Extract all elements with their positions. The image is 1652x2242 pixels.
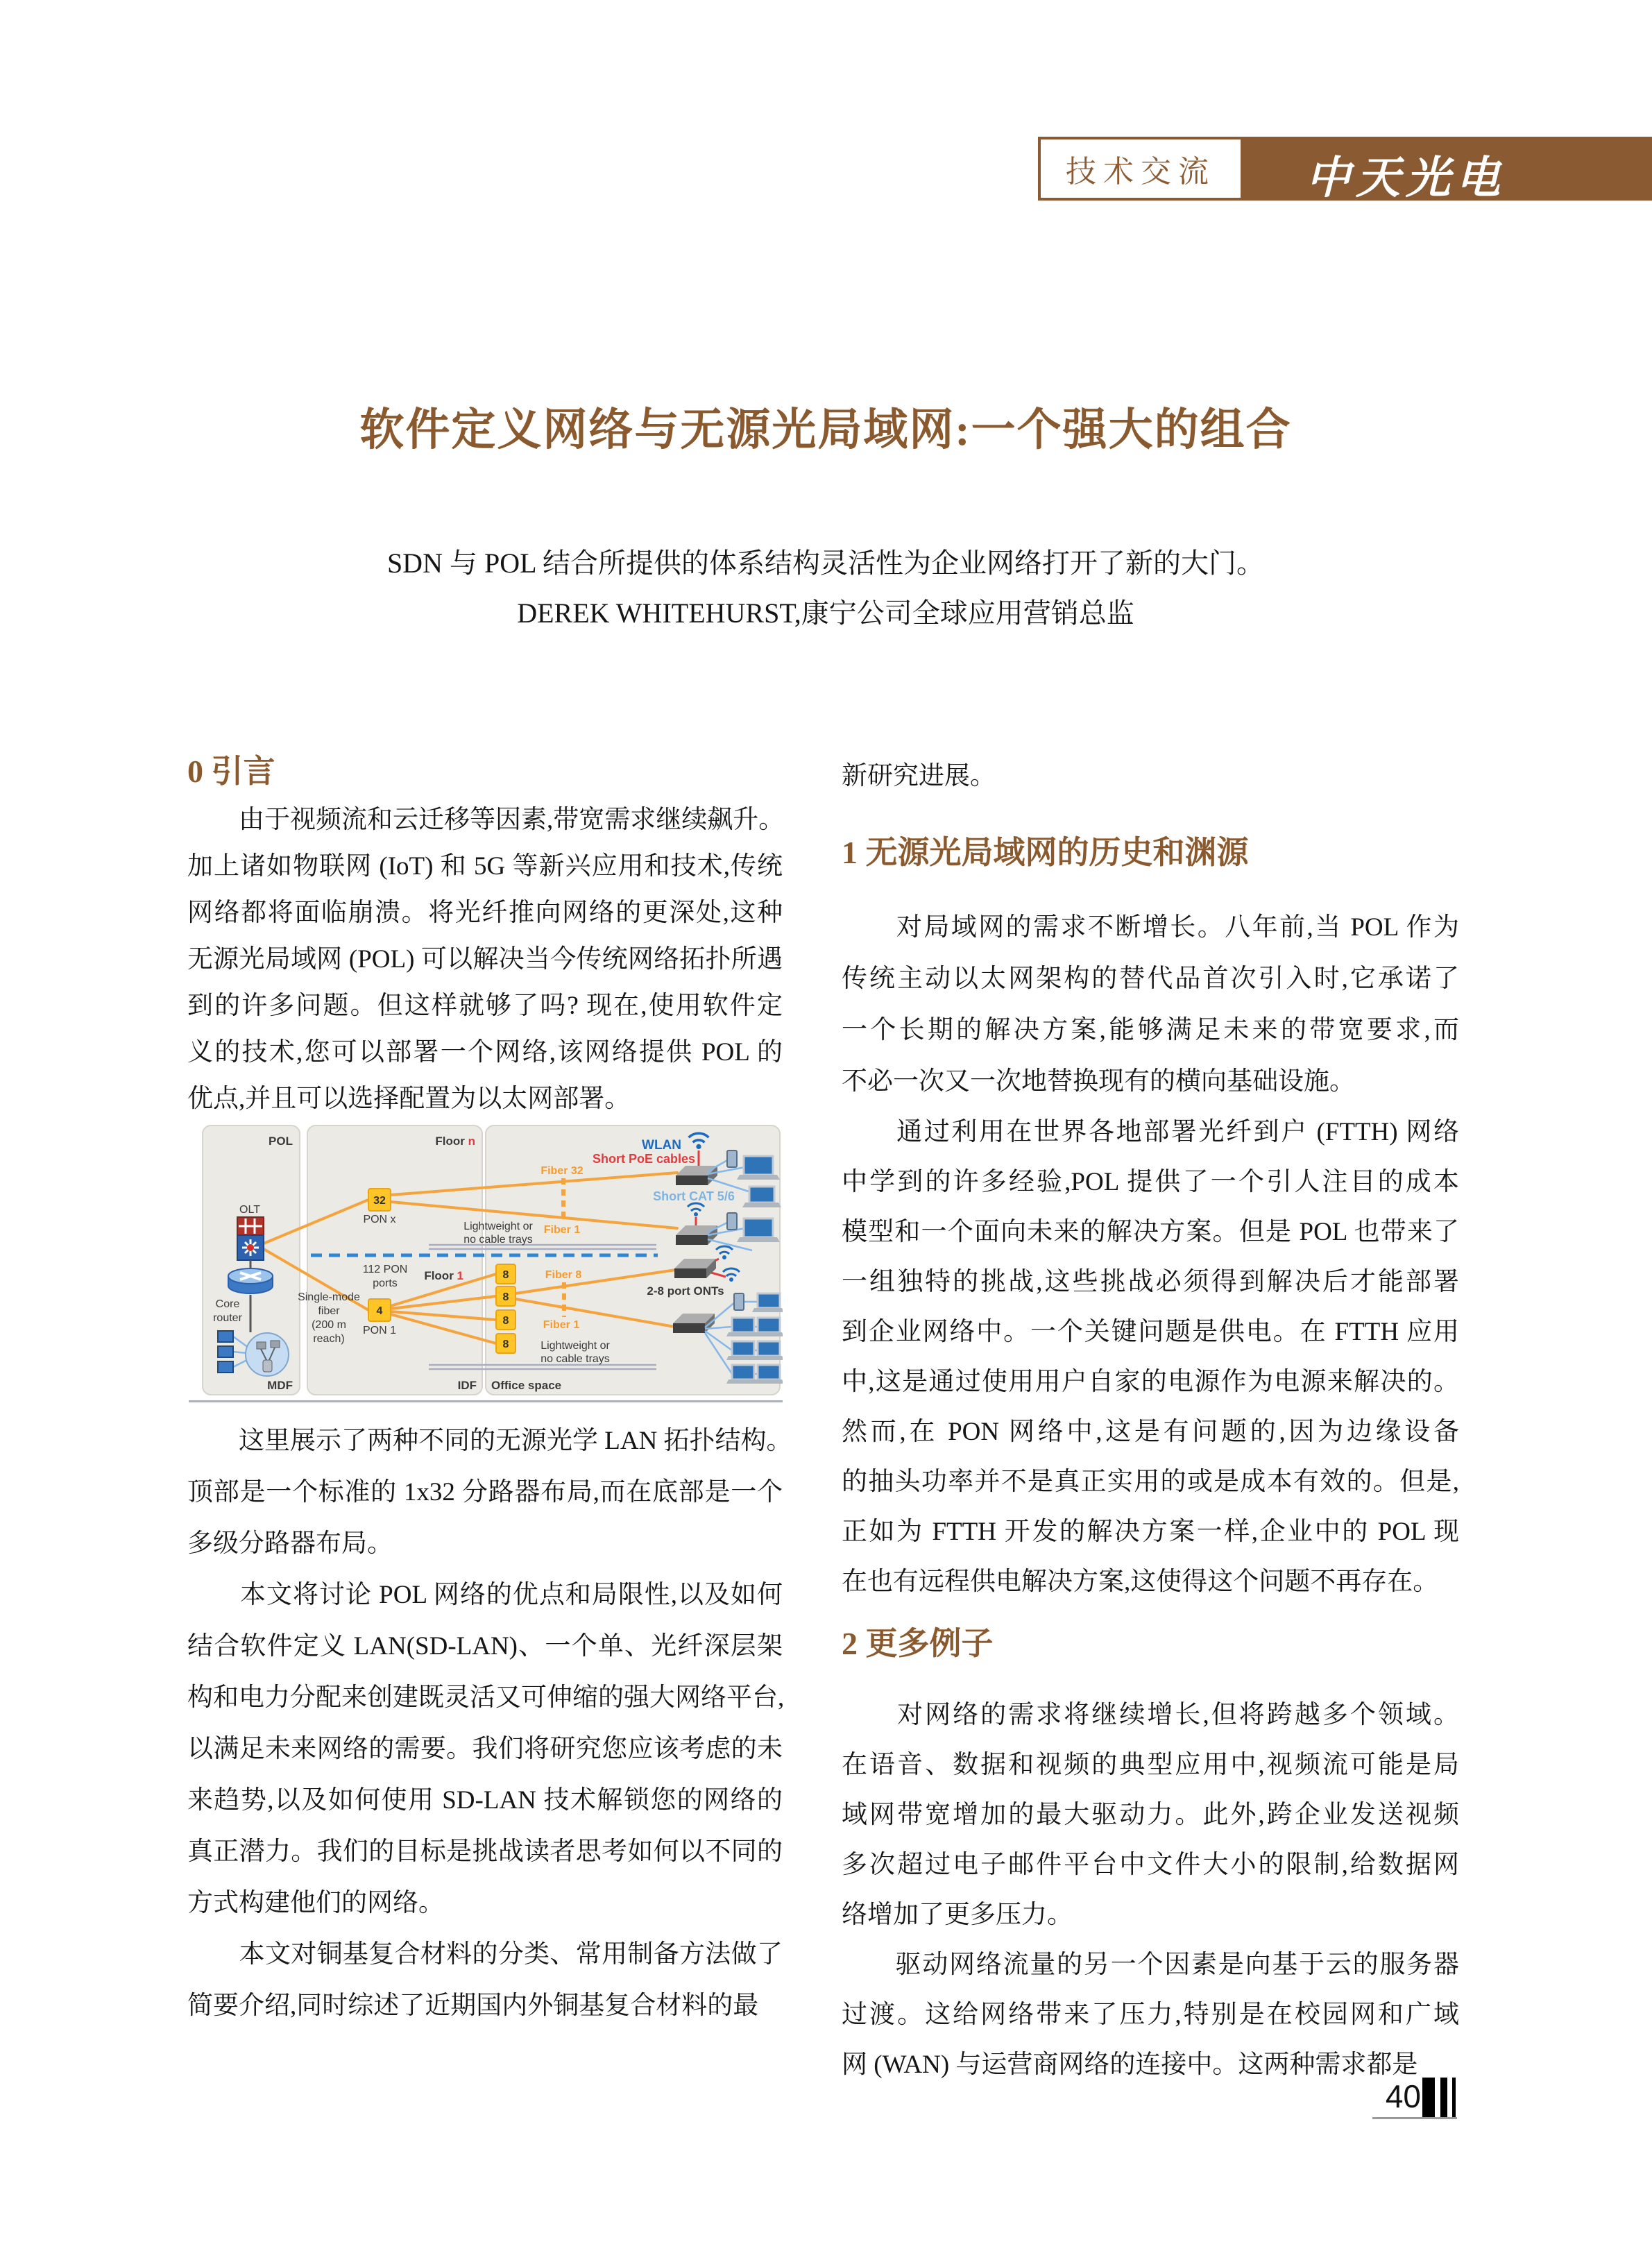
text-line: 以满足未来网络的需要。我们将研究您应该考虑的未: [187, 1735, 783, 1763]
footer-bar-icon: [1440, 2078, 1447, 2117]
section-heading-0: 0 引言: [187, 754, 275, 789]
header-badge: [1038, 137, 1243, 201]
text-line: 过渡。这给网络带来了压力,特别是在校园网和广域: [842, 2001, 1459, 2029]
article-subtitle: SDN 与 POL 结合所提供的体系结构灵活性为企业网络打开了新的大门。: [386, 547, 1265, 579]
svg-text:8: 8: [502, 1339, 509, 1350]
single-mode-label: fiber: [318, 1305, 340, 1317]
lightweight-label: no cable trays: [463, 1234, 533, 1246]
text-line: 构和电力分配来创建既灵活又可伸缩的强大网络平台,: [187, 1683, 785, 1712]
pon-1-label: PON 1: [362, 1325, 397, 1336]
text-line: 本文将讨论 POL 网络的优点和局限性,以及如何: [187, 1581, 783, 1609]
fiber-32-label: Fiber 32: [540, 1165, 584, 1177]
core-router-label: router: [213, 1312, 242, 1324]
text-line: 结合软件定义 LAN(SD-LAN)、一个单、光纤深层架: [187, 1632, 783, 1661]
pol-label: POL: [269, 1135, 293, 1148]
olt-label: OLT: [239, 1204, 260, 1216]
floor-word: Floor: [424, 1269, 457, 1282]
port-onts-label: 2-8 port ONTs: [647, 1284, 724, 1298]
article-title: 软件定义网络与无源光局域网:一个强大的组合: [359, 405, 1292, 455]
text-line: 到的许多问题。但这样就够了吗? 现在,使用软件定: [187, 992, 783, 1020]
laptop-icon: [744, 1156, 773, 1175]
network-topology-figure: [200, 1124, 783, 1398]
text-line: 顶部是一个标准的 1x32 分路器布局,而在底部是一个: [187, 1478, 783, 1506]
short-cat-label: Short CAT 5/6: [653, 1189, 735, 1203]
svg-text:8: 8: [502, 1315, 509, 1327]
text-line: 方式构建他们的网络。: [187, 1889, 444, 1917]
text-line: 驱动网络流量的另一个因素是向基于云的服务器: [842, 1951, 1459, 1979]
core-router-label: Core: [215, 1298, 240, 1310]
figure-caption: [187, 1416, 792, 1570]
phone-icon: [727, 1213, 737, 1230]
splitter-32-value: 32: [373, 1195, 386, 1207]
laptop-icon: [758, 1341, 780, 1356]
text-line: 一个长期的解决方案,能够满足未来的带宽要求,而: [842, 1016, 1459, 1044]
text-line: 模型和一个面向未来的解决方案。但是 POL 也带来了: [842, 1218, 1459, 1246]
text-line: 优点,并且可以选择配置为以太网部署。: [187, 1085, 631, 1113]
fiber-1-label: Fiber 1: [543, 1224, 581, 1236]
section-heading-2: 2 更多例子: [842, 1626, 994, 1661]
laptop-icon: [732, 1341, 754, 1356]
text-line: 简要介绍,同时综述了近期国内外铜基复合材料的最: [187, 1992, 759, 2020]
text-line: 由于视频流和云迁移等因素,带宽需求继续飙升。: [187, 806, 785, 834]
single-mode-label: Single-mode: [298, 1291, 360, 1303]
article-byline: DEREK WHITEHURST,康宁公司全球应用营销总监: [517, 597, 1134, 629]
phone-icon: [734, 1293, 744, 1310]
laptop-icon: [744, 1218, 773, 1237]
section-heading-1: 1 无源光局域网的历史和渊源: [842, 835, 1249, 870]
single-mode-label: (200 m: [312, 1319, 346, 1331]
text-line: 传统主动以太网架构的替代品首次引入时,它承诺了: [842, 965, 1459, 993]
text-line: 然而,在 PON 网络中,这是有问题的,因为边缘设备: [842, 1418, 1459, 1446]
text-line: 网络都将面临崩溃。将光纤推向网络的更深处,这种: [187, 899, 783, 927]
figure-bottom-rule: [189, 1400, 783, 1402]
text-line: 真正潜力。我们的目标是挑战读者思考如何以不同的: [187, 1837, 783, 1866]
floor-n-value: n: [468, 1135, 475, 1148]
laptop-icon: [732, 1318, 754, 1332]
right-continuation: [842, 751, 1459, 802]
phone-icon: [727, 1150, 737, 1167]
text-line: 本文对铜基复合材料的分类、常用制备方法做了: [187, 1940, 783, 1969]
pon-x-label: PON x: [363, 1214, 396, 1225]
left-paragraph-1: [187, 797, 783, 1122]
text-line: 的抽头功率并不是真正实用的或是成本有效的。但是,: [842, 1468, 1459, 1496]
laptop-icon: [749, 1187, 774, 1203]
mdf-label: MDF: [267, 1379, 293, 1392]
lightweight-label: Lightweight or: [540, 1340, 610, 1352]
idf-label: IDF: [457, 1379, 477, 1392]
left-paragraph-2: [187, 1570, 783, 1929]
floor-1-label: [424, 1269, 463, 1282]
brand-logo: 中天光电: [1306, 152, 1506, 204]
right-paragraph-3: [842, 1690, 1459, 1940]
wlan-label: WLAN: [642, 1138, 681, 1153]
right-paragraph-4: [842, 1940, 1459, 2090]
lightweight-label: no cable trays: [540, 1353, 610, 1365]
page-number-rule: [1372, 2117, 1457, 2119]
svg-text:8: 8: [502, 1291, 509, 1303]
pon-ports-label: 112 PON: [362, 1264, 408, 1275]
text-line: 义的技术,您可以部署一个网络,该网络提供 POL 的: [187, 1038, 783, 1067]
text-line: 中学到的许多经验,POL 提供了一个引人注目的成本: [842, 1168, 1459, 1196]
text-line: 无源光局域网 (POL) 可以解决当今传统网络拓扑所遇: [187, 945, 783, 974]
text-line: 中,这是通过使用用户自家的电源作为电源来解决的。: [842, 1368, 1459, 1396]
footer-bar-icon: [1422, 2078, 1435, 2117]
idf-panel: [307, 1126, 482, 1395]
laptop-icon: [758, 1365, 780, 1379]
laptop-icon: [758, 1318, 780, 1332]
short-poe-label: Short PoE cables: [592, 1152, 696, 1166]
text-line: 网 (WAN) 与运营商网络的连接中。这两种需求都是: [842, 2050, 1418, 2079]
header-badge-label: 技术交流: [1066, 155, 1216, 189]
text-line: 络增加了更多压力。: [842, 1901, 1073, 1929]
floor-word: Floor: [435, 1135, 468, 1148]
text-line: 正如为 FTTH 开发的解决方案一样,企业中的 POL 现: [842, 1518, 1459, 1546]
brand-logo-box: [1242, 137, 1652, 204]
text-line: 域网带宽增加的最大驱动力。此外,跨企业发送视频: [842, 1801, 1459, 1829]
laptop-icon: [732, 1365, 754, 1379]
fiber-1-label: Fiber 1: [543, 1319, 580, 1331]
left-paragraph-3: [187, 1929, 783, 2032]
text-line: 在也有远程供电解决方案,这使得这个问题不再存在。: [842, 1568, 1439, 1596]
network-globe-icon: [246, 1333, 289, 1376]
pon-ports-label: ports: [373, 1277, 398, 1289]
svg-text:8: 8: [502, 1269, 509, 1281]
footer-bar-icon: [1452, 2078, 1456, 2117]
olt-icon: [237, 1217, 264, 1260]
fiber-8-label: Fiber 8: [545, 1269, 582, 1281]
single-mode-label: reach): [313, 1333, 345, 1345]
text-line: 这里展示了两种不同的无源光学 LAN 拓扑结构。: [187, 1427, 792, 1455]
text-line: 通过利用在世界各地部署光纤到户 (FTTH) 网络: [842, 1118, 1459, 1146]
topology-diagram: [200, 1124, 783, 1398]
office-space-label: Office space: [491, 1379, 562, 1392]
text-line: 对局域网的需求不断增长。八年前,当 POL 作为: [842, 913, 1459, 942]
right-paragraph-1: [842, 902, 1459, 1107]
text-line: 加上诸如物联网 (IoT) 和 5G 等新兴应用和技术,传统: [187, 852, 783, 881]
text-line: 到企业网络中。一个关键问题是供电。在 FTTH 应用: [842, 1318, 1459, 1346]
page-number: 40: [1385, 2078, 1421, 2114]
text-line: 对网络的需求将继续增长,但将跨越多个领域。: [842, 1701, 1459, 1729]
right-paragraph-2: [842, 1107, 1459, 1607]
text-line: 不必一次又一次地替换现有的横向基础设施。: [842, 1067, 1355, 1096]
splitter-4-value: 4: [376, 1305, 383, 1317]
text-line: 一组独特的挑战,这些挑战必须得到解决后才能部署: [842, 1268, 1459, 1296]
lightweight-label: Lightweight or: [463, 1221, 533, 1232]
text-line: 多次超过电子邮件平台中文件大小的限制,给数据网: [842, 1851, 1459, 1879]
core-router-icon: [228, 1268, 273, 1293]
text-line: 来趋势,以及如何使用 SD-LAN 技术解锁您的网络的: [187, 1786, 783, 1815]
floor-1-value: 1: [457, 1269, 463, 1282]
text-line: 新研究进展。: [842, 762, 996, 790]
text-line: 多级分路器布局。: [187, 1529, 393, 1558]
text-line: 在语音、数据和视频的典型应用中,视频流可能是局: [842, 1751, 1459, 1779]
laptop-icon: [758, 1293, 780, 1308]
floor-n-label: [435, 1135, 475, 1148]
